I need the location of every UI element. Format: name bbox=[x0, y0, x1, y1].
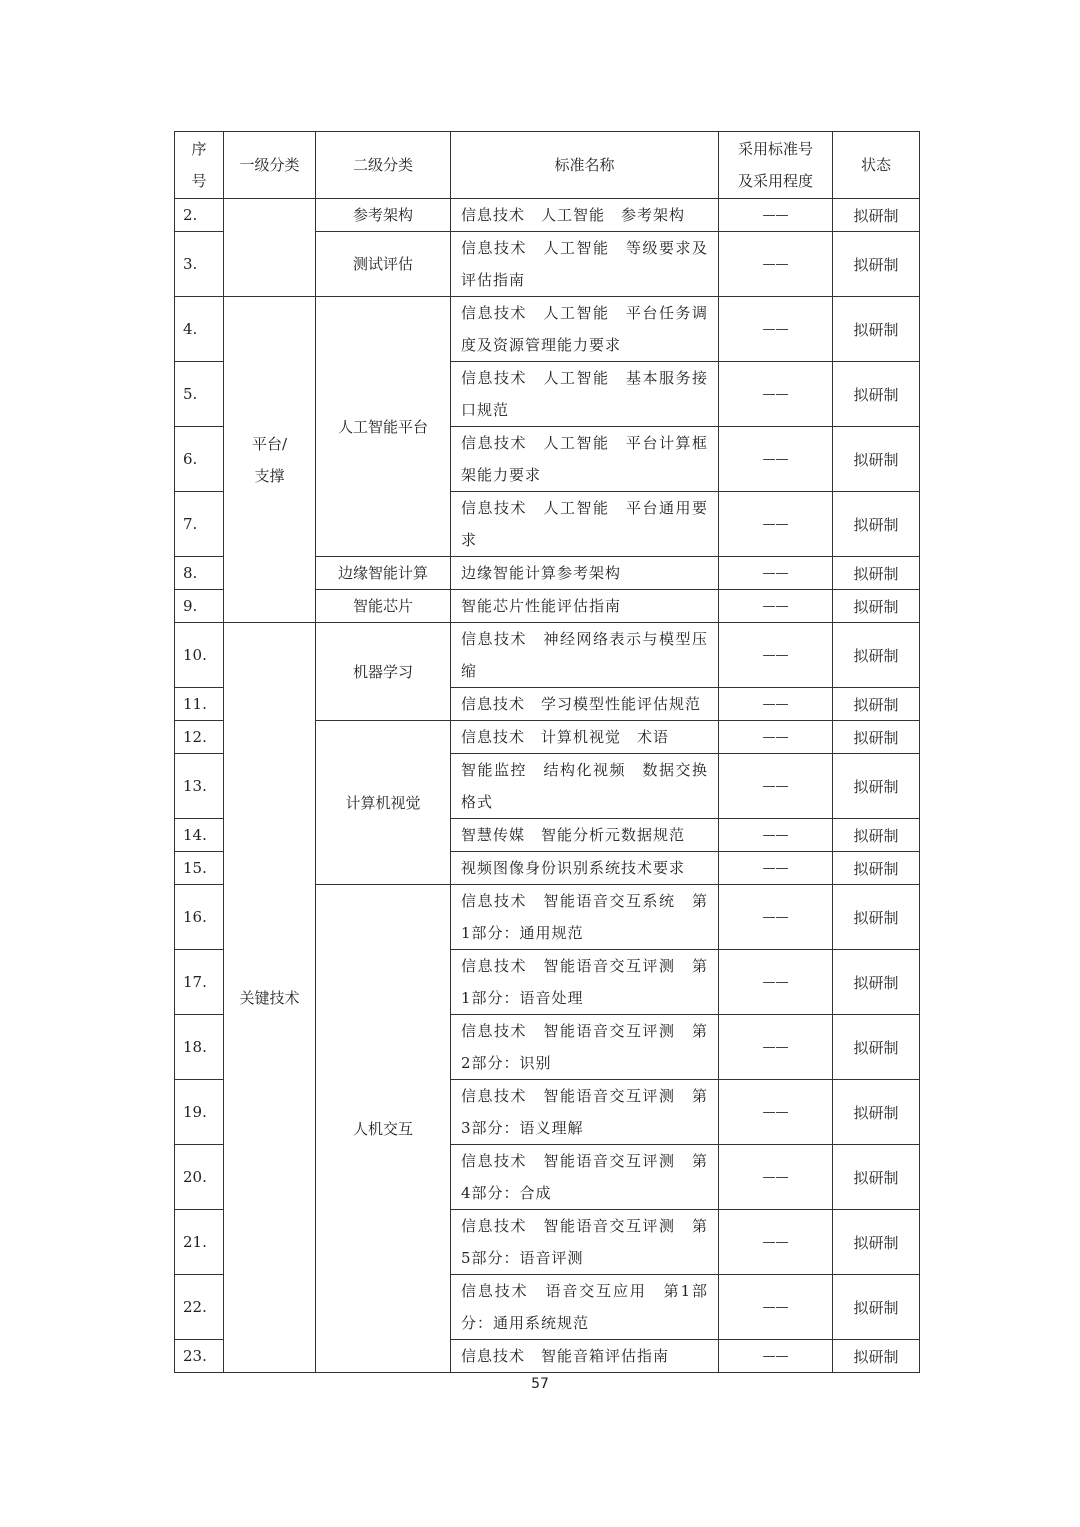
adoption-cell: —— bbox=[719, 754, 833, 819]
row-index: 23. bbox=[175, 1340, 224, 1373]
row-index: 3. bbox=[175, 232, 224, 297]
table-row bbox=[175, 623, 920, 688]
adoption-cell: —— bbox=[719, 1080, 833, 1145]
status-cell: 拟研制 bbox=[833, 754, 920, 819]
status-cell: 拟研制 bbox=[833, 362, 920, 427]
status-cell: 拟研制 bbox=[833, 721, 920, 754]
standards-table bbox=[174, 131, 920, 1373]
adoption-cell: —— bbox=[719, 199, 833, 232]
row-index: 21. bbox=[175, 1210, 224, 1275]
adoption-cell: —— bbox=[719, 1210, 833, 1275]
standard-name: 边缘智能计算参考架构 bbox=[451, 557, 719, 590]
adoption-cell: —— bbox=[719, 852, 833, 885]
category-2-cell: 边缘智能计算 bbox=[316, 557, 451, 590]
row-index: 12. bbox=[175, 721, 224, 754]
status-cell: 拟研制 bbox=[833, 1275, 920, 1340]
adoption-cell: —— bbox=[719, 1275, 833, 1340]
category-2-cell: 参考架构 bbox=[316, 199, 451, 232]
standard-name: 视频图像身份识别系统技术要求 bbox=[451, 852, 719, 885]
adoption-cell: —— bbox=[719, 297, 833, 362]
category-2-cell: 智能芯片 bbox=[316, 590, 451, 623]
adoption-cell: —— bbox=[719, 232, 833, 297]
status-cell: 拟研制 bbox=[833, 1340, 920, 1373]
category-2-cell: 计算机视觉 bbox=[316, 721, 451, 885]
row-index: 16. bbox=[175, 885, 224, 950]
standard-name: 信息技术 智能语音交互系统 第1部分：通用规范 bbox=[451, 885, 719, 950]
page-number: 57 bbox=[531, 1376, 549, 1392]
header-status: 状态 bbox=[833, 132, 920, 199]
standard-name: 信息技术 人工智能 参考架构 bbox=[451, 199, 719, 232]
adoption-cell: —— bbox=[719, 362, 833, 427]
standard-name: 信息技术 智能音箱评估指南 bbox=[451, 1340, 719, 1373]
category-2-cell: 测试评估 bbox=[316, 232, 451, 297]
row-index: 20. bbox=[175, 1145, 224, 1210]
status-cell: 拟研制 bbox=[833, 885, 920, 950]
adoption-cell: —— bbox=[719, 623, 833, 688]
adoption-cell: —— bbox=[719, 492, 833, 557]
standard-name: 信息技术 智能语音交互评测 第5部分：语音评测 bbox=[451, 1210, 719, 1275]
category-1-cell: 关键技术 bbox=[224, 623, 316, 1373]
standard-name: 信息技术 智能语音交互评测 第4部分：合成 bbox=[451, 1145, 719, 1210]
standard-name: 信息技术 语音交互应用 第1部分：通用系统规范 bbox=[451, 1275, 719, 1340]
row-index: 11. bbox=[175, 688, 224, 721]
table-row bbox=[175, 199, 920, 232]
adoption-cell: —— bbox=[719, 950, 833, 1015]
category-2-cell: 机器学习 bbox=[316, 623, 451, 721]
standard-name: 信息技术 学习模型性能评估规范 bbox=[451, 688, 719, 721]
status-cell: 拟研制 bbox=[833, 1210, 920, 1275]
row-index: 6. bbox=[175, 427, 224, 492]
standard-name: 信息技术 智能语音交互评测 第3部分：语义理解 bbox=[451, 1080, 719, 1145]
header-idx-line: 序 bbox=[191, 140, 207, 158]
row-index: 19. bbox=[175, 1080, 224, 1145]
status-cell: 拟研制 bbox=[833, 852, 920, 885]
adoption-cell: —— bbox=[719, 721, 833, 754]
table-header-row bbox=[175, 132, 920, 199]
row-index: 22. bbox=[175, 1275, 224, 1340]
standard-name: 智能芯片性能评估指南 bbox=[451, 590, 719, 623]
adoption-cell: —— bbox=[719, 1015, 833, 1080]
status-cell: 拟研制 bbox=[833, 1145, 920, 1210]
status-cell: 拟研制 bbox=[833, 1080, 920, 1145]
row-index: 17. bbox=[175, 950, 224, 1015]
status-cell: 拟研制 bbox=[833, 623, 920, 688]
table-row bbox=[175, 297, 920, 362]
standard-name: 信息技术 人工智能 平台任务调度及资源管理能力要求 bbox=[451, 297, 719, 362]
row-index: 13. bbox=[175, 754, 224, 819]
standard-name: 信息技术 智能语音交互评测 第1部分：语音处理 bbox=[451, 950, 719, 1015]
category-1-cell bbox=[224, 199, 316, 297]
status-cell: 拟研制 bbox=[833, 297, 920, 362]
row-index: 2. bbox=[175, 199, 224, 232]
adoption-cell: —— bbox=[719, 819, 833, 852]
status-cell: 拟研制 bbox=[833, 557, 920, 590]
status-cell: 拟研制 bbox=[833, 232, 920, 297]
adoption-cell: —— bbox=[719, 557, 833, 590]
row-index: 4. bbox=[175, 297, 224, 362]
row-index: 10. bbox=[175, 623, 224, 688]
row-index: 9. bbox=[175, 590, 224, 623]
adoption-cell: —— bbox=[719, 885, 833, 950]
standard-name: 智慧传媒 智能分析元数据规范 bbox=[451, 819, 719, 852]
status-cell: 拟研制 bbox=[833, 1015, 920, 1080]
status-cell: 拟研制 bbox=[833, 819, 920, 852]
header-adopt-line: 及采用程度 bbox=[737, 172, 813, 190]
status-cell: 拟研制 bbox=[833, 590, 920, 623]
header-idx bbox=[175, 132, 224, 199]
standard-name: 信息技术 人工智能 等级要求及评估指南 bbox=[451, 232, 719, 297]
standard-name: 信息技术 神经网络表示与模型压缩 bbox=[451, 623, 719, 688]
category-1-cell: 平台/ 支撑 bbox=[224, 297, 316, 623]
standard-name: 信息技术 人工智能 平台计算框架能力要求 bbox=[451, 427, 719, 492]
adoption-cell: —— bbox=[719, 1145, 833, 1210]
status-cell: 拟研制 bbox=[833, 427, 920, 492]
category-2-cell: 人机交互 bbox=[316, 885, 451, 1373]
adoption-cell: —— bbox=[719, 1340, 833, 1373]
status-cell: 拟研制 bbox=[833, 688, 920, 721]
category-2-cell: 人工智能平台 bbox=[316, 297, 451, 557]
status-cell: 拟研制 bbox=[833, 492, 920, 557]
header-name: 标准名称 bbox=[451, 132, 719, 199]
status-cell: 拟研制 bbox=[833, 199, 920, 232]
adoption-cell: —— bbox=[719, 688, 833, 721]
standard-name: 信息技术 人工智能 平台通用要求 bbox=[451, 492, 719, 557]
row-index: 18. bbox=[175, 1015, 224, 1080]
standard-name: 信息技术 计算机视觉 术语 bbox=[451, 721, 719, 754]
header-idx-line: 号 bbox=[191, 172, 207, 190]
header-cat2: 二级分类 bbox=[316, 132, 451, 199]
header-cat1: 一级分类 bbox=[224, 132, 316, 199]
standard-name: 智能监控 结构化视频 数据交换格式 bbox=[451, 754, 719, 819]
header-adopt-line: 采用标准号 bbox=[737, 140, 813, 158]
header-adopt bbox=[719, 132, 833, 199]
row-index: 7. bbox=[175, 492, 224, 557]
standard-name: 信息技术 人工智能 基本服务接口规范 bbox=[451, 362, 719, 427]
row-index: 15. bbox=[175, 852, 224, 885]
row-index: 14. bbox=[175, 819, 224, 852]
adoption-cell: —— bbox=[719, 590, 833, 623]
adoption-cell: —— bbox=[719, 427, 833, 492]
standard-name: 信息技术 智能语音交互评测 第2部分：识别 bbox=[451, 1015, 719, 1080]
status-cell: 拟研制 bbox=[833, 950, 920, 1015]
row-index: 8. bbox=[175, 557, 224, 590]
row-index: 5. bbox=[175, 362, 224, 427]
